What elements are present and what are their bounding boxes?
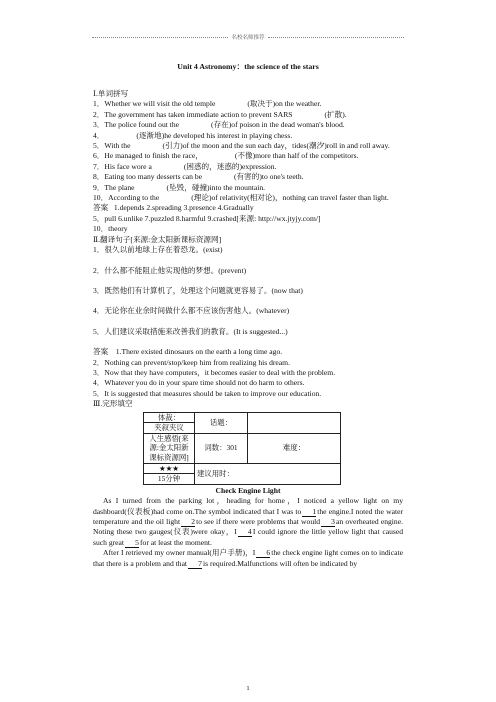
s1-answers-1: 答案 1.depends 2.spreading 3.presence 4.Gradually bbox=[93, 203, 254, 213]
word-count: 词数：301 bbox=[195, 433, 248, 463]
s1-item-9: 9．The plane (坠毁，碰撞)into the mountain. bbox=[93, 182, 266, 192]
s2-answers-3: 3．Now that they have computers，it becomes easier to deal with the problem. bbox=[93, 367, 336, 377]
passage-title: Check Engine Light bbox=[215, 485, 281, 495]
blank-6[interactable]: 6 bbox=[256, 548, 270, 558]
section-3-heading: Ⅲ.完形填空 bbox=[93, 399, 133, 409]
s1-item-8: 8．Eating too many desserts can be (有害的)to one's teeth. bbox=[93, 172, 304, 182]
topic-label: 话题： bbox=[195, 412, 248, 433]
s1-answers-3: 10．theory bbox=[93, 224, 128, 234]
s2-item-5: 5．人们建议采取措施来改善我们的教育。(It is suggested...) bbox=[93, 326, 288, 336]
s2-answers-2: 2．Nothing can prevent/stop/keep him from realizing his dream. bbox=[93, 357, 290, 367]
genre-label: 体裁： bbox=[144, 412, 195, 423]
s2-answers-4: 4．Whatever you do in your spare time should not do harm to others. bbox=[93, 378, 305, 388]
content bbox=[93, 89, 403, 569]
section-1-heading: Ⅰ.单词拼写 bbox=[93, 89, 129, 98]
time-value: 15分钟 bbox=[144, 474, 195, 485]
s2-answers-5: 5．It is suggested that measures should be taken to improve our education. bbox=[93, 388, 322, 398]
page-number: 1 bbox=[246, 685, 250, 692]
s1-item-7: 7．His face wore a (困惑的，迷惑的)expression. bbox=[93, 161, 277, 171]
genre-value: 夹叙夹议 bbox=[144, 423, 195, 434]
s1-item-6: 6．He managed to finish the race， (不像)more than half of the competitors. bbox=[93, 151, 359, 161]
blank-3[interactable]: 3 bbox=[321, 517, 335, 527]
s1-item-4: 4． (逐渐地)he developed his interest in playing chess. bbox=[93, 130, 293, 140]
time-label: 建议用时： bbox=[195, 463, 341, 484]
page-header bbox=[88, 33, 408, 43]
header-text: 名校名师推荐 bbox=[231, 35, 265, 41]
difficulty-label: 难度： bbox=[248, 433, 341, 463]
s2-answers-1: 答案 1.There existed dinosaurs on the earth a long time ago. bbox=[93, 347, 283, 357]
header-dots-left bbox=[92, 37, 228, 38]
s2-item-2: 2．什么都不能阻止他实现他的梦想。(prevent) bbox=[93, 265, 247, 275]
theme-value: 人生感悟[来源:金太阳新课标资源网] bbox=[144, 433, 195, 463]
header-dots-right bbox=[268, 37, 404, 38]
passage-info-table bbox=[143, 412, 341, 485]
passage-paragraph-2: After I retrieved my owner manual(用户手册)，I 6the check engine light comes on to indicate that there is a problem and that 7is required.Malfunctions will often be indicated by bbox=[93, 548, 403, 568]
page-title: Unit 4 Astronomy：the science of the stars bbox=[177, 62, 319, 71]
s1-item-2: 2．The government has taken immediate action to prevent SARS (扩散). bbox=[93, 109, 347, 119]
section-2-heading: Ⅱ.翻译句子[来源:金太阳新课标资源网] bbox=[93, 234, 222, 244]
s1-item-1: 1．Whether we will visit the old temple (取决于)on the weather. bbox=[93, 99, 322, 109]
blank-2[interactable]: 2 bbox=[181, 517, 195, 527]
s2-item-1: 1．很久以前地球上存在着恐龙。(exist) bbox=[93, 245, 223, 255]
s1-answers-2: 5．pull 6.unlike 7.puzzled 8.harmful 9.crashed[来源: http://wx.jtyjy.com/] bbox=[93, 213, 321, 223]
blank-7[interactable]: 7 bbox=[188, 559, 202, 569]
s1-item-10: 10．According to the (理论)of relativity(相对论)，nothing can travel faster than light. bbox=[93, 193, 389, 203]
s2-item-4: 4．无论你在业余时间做什么都不应该伤害他人。(whatever) bbox=[93, 306, 290, 316]
blank-4[interactable]: 4 bbox=[238, 527, 252, 537]
blank-5[interactable]: 5 bbox=[125, 538, 139, 548]
s1-item-3: 3．The police found out the (存在)of poison in the dead woman's blood. bbox=[93, 120, 345, 130]
s1-item-5: 5．With the (引力)of the moon and the sun each day，tides(潮汐)roll in and roll away. bbox=[93, 141, 390, 151]
s2-item-3: 3．既然他们有计算机了，处理这个问题就更容易了。(now that) bbox=[93, 285, 303, 295]
passage-paragraph-1: As I turned from the parking lot，heading for home，I noticed a yellow light on my dashboard(仪表板)had come on.The symbol indicated that I was to 1the engine.I noted the water temperature and the oil light 2to see if there were problems that would 3an overheated engine. Noting these two gauges(仪表)were okay，I 4I could ignore the little yellow light that caused such great 5for at least the moment. bbox=[93, 496, 403, 547]
blank-1[interactable]: 1 bbox=[302, 507, 316, 517]
difficulty-stars: ★★★ bbox=[144, 463, 195, 474]
